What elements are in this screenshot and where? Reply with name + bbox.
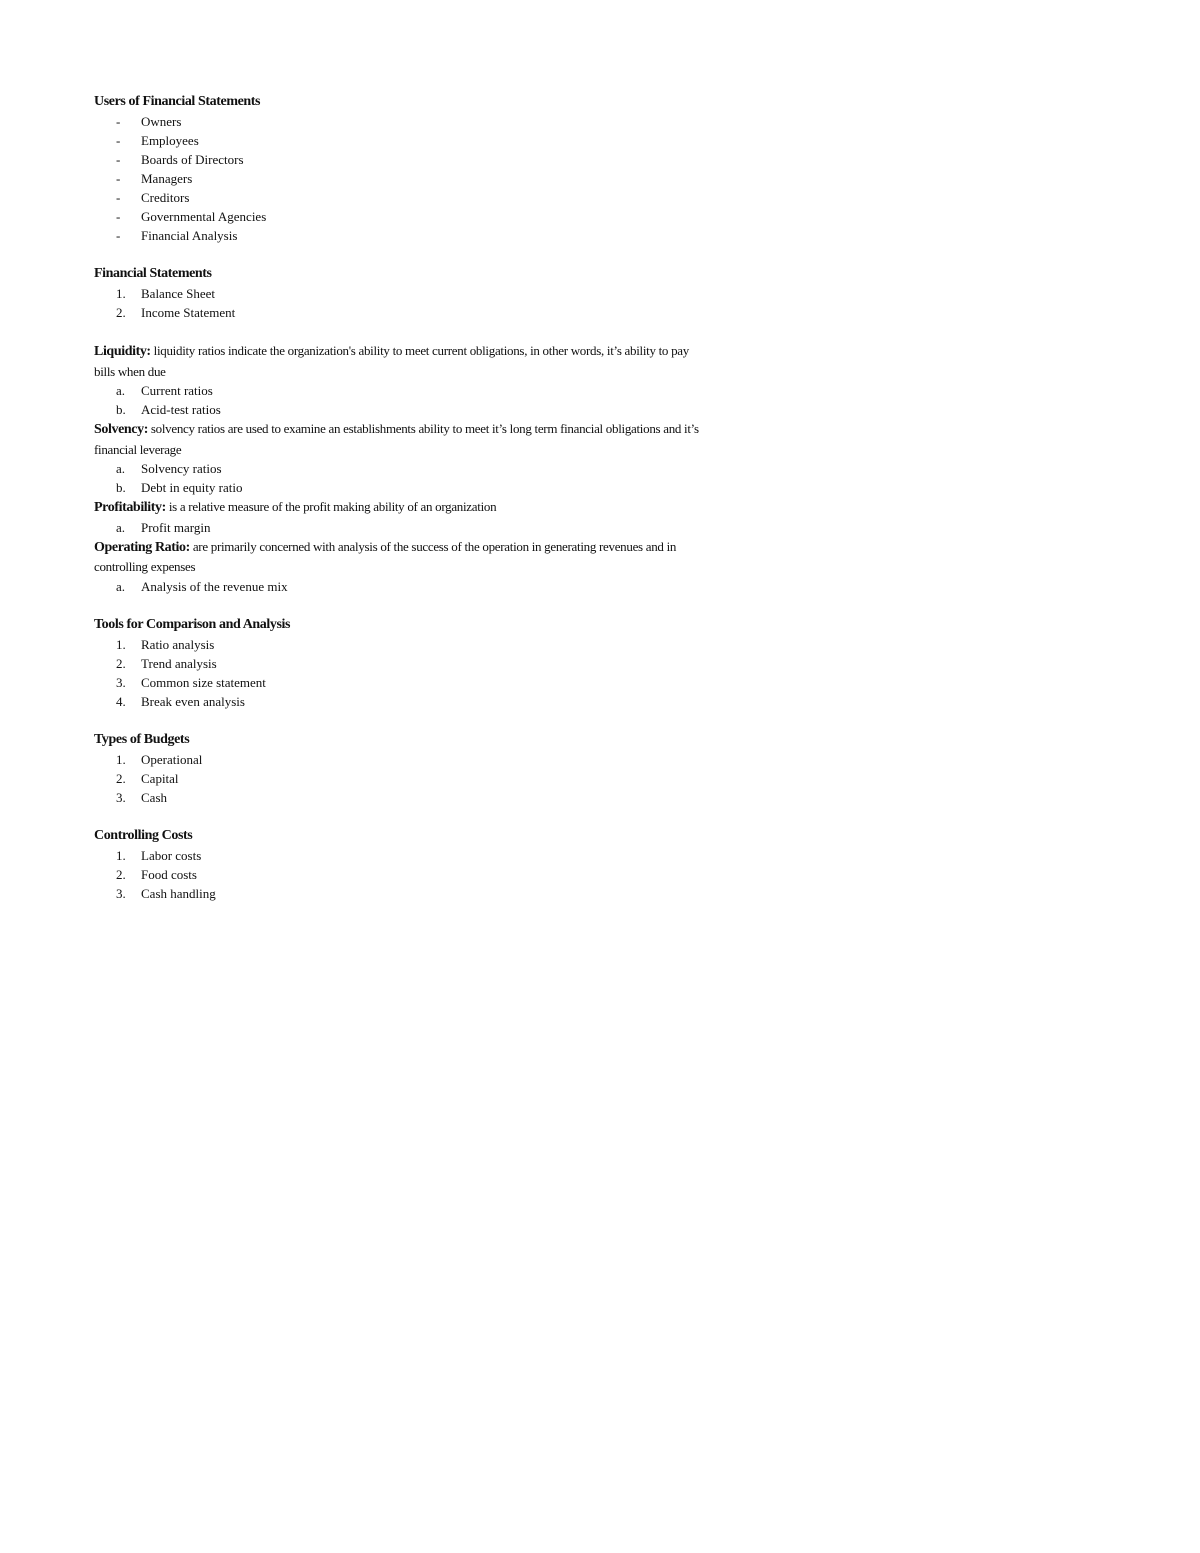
- list-item-text: Ratio analysis: [141, 636, 215, 652]
- solvency-paragraph: [94, 419, 704, 459]
- list-item-text: Owners: [141, 114, 182, 129]
- list-item-text: Capital: [141, 770, 179, 786]
- users-heading: Users of Financial Statements: [94, 94, 261, 109]
- number-marker: 2.: [116, 305, 126, 320]
- spacer: [94, 711, 714, 730]
- list-item: [94, 188, 714, 207]
- list-item-text: Debt in equity ratio: [141, 480, 243, 495]
- operating-paragraph: [94, 537, 704, 577]
- number-marker: 1.: [116, 636, 126, 652]
- number-marker: 1.: [116, 286, 126, 301]
- list-item-text: Managers: [141, 171, 193, 186]
- list-item-text: Employees: [141, 133, 199, 148]
- costs-list: [94, 846, 714, 903]
- letter-marker: b.: [116, 480, 126, 495]
- list-item: [94, 112, 714, 131]
- list-item: [94, 884, 714, 903]
- list-item-text: Profit margin: [141, 519, 211, 535]
- number-marker: 3.: [116, 674, 126, 690]
- bullet-marker: -: [116, 114, 121, 129]
- list-item: [94, 865, 714, 884]
- list-item: [94, 226, 714, 245]
- list-item-text: Financial Analysis: [141, 228, 238, 243]
- list-item: [94, 131, 714, 150]
- list-item: [94, 459, 714, 478]
- spacer: [94, 807, 714, 826]
- list-item-text: Cash handling: [141, 885, 216, 901]
- list-item: [94, 673, 714, 692]
- list-item: [94, 769, 714, 788]
- list-item: [94, 577, 714, 596]
- number-marker: 3.: [116, 885, 126, 901]
- list-item: [94, 750, 714, 769]
- list-item: [94, 284, 714, 303]
- users-list: [94, 112, 714, 245]
- list-item-text: Operational: [141, 751, 203, 767]
- profitability-term: Profitability:: [94, 500, 166, 515]
- operating-list: [94, 577, 714, 596]
- letter-marker: a.: [116, 461, 126, 476]
- list-item: [94, 788, 714, 807]
- list-item-text: Common size statement: [141, 674, 266, 690]
- list-item: [94, 518, 714, 537]
- number-marker: 1.: [116, 847, 126, 863]
- number-marker: 4.: [116, 693, 126, 709]
- list-item-text: Cash: [141, 789, 167, 805]
- list-item-text: Break even analysis: [141, 693, 245, 709]
- operating-term: Operating Ratio:: [94, 539, 190, 555]
- letter-marker: a.: [116, 578, 126, 594]
- bullet-marker: -: [116, 228, 121, 243]
- operating-definition: are primarily concerned with analysis of the success of the operation in generating revenues and in controlling expenses: [94, 538, 677, 574]
- list-item-text: Solvency ratios: [141, 461, 222, 476]
- spacer: [94, 596, 714, 615]
- list-item: [94, 150, 714, 169]
- number-marker: 3.: [116, 789, 126, 805]
- bullet-marker: -: [116, 209, 121, 224]
- letter-marker: a.: [116, 519, 126, 535]
- statements-heading: Financial Statements: [94, 266, 212, 281]
- list-item: [94, 846, 714, 865]
- profitability-paragraph: [94, 497, 704, 518]
- liquidity-list: [94, 381, 714, 419]
- bullet-marker: -: [116, 190, 121, 205]
- tools-heading: Tools for Comparison and Analysis: [94, 616, 291, 632]
- list-item-text: Acid-test ratios: [141, 402, 221, 417]
- liquidity-definition: liquidity ratios indicate the organization's ability to meet current obligations, in other words, it’s ability to pay bills when due: [94, 343, 689, 379]
- list-item: [94, 303, 714, 322]
- list-item: [94, 635, 714, 654]
- list-item: [94, 400, 714, 419]
- list-item-text: Labor costs: [141, 847, 202, 863]
- list-item-text: Boards of Directors: [141, 152, 244, 167]
- number-marker: 2.: [116, 770, 126, 786]
- bullet-marker: -: [116, 133, 121, 148]
- number-marker: 2.: [116, 866, 126, 882]
- letter-marker: b.: [116, 402, 126, 417]
- liquidity-term: Liquidity:: [94, 344, 151, 359]
- list-item-text: Food costs: [141, 866, 197, 882]
- tools-list: [94, 635, 714, 711]
- list-item-text: Income Statement: [141, 305, 236, 320]
- list-item: [94, 381, 714, 400]
- solvency-term: Solvency:: [94, 422, 148, 437]
- spacer: [94, 322, 714, 341]
- costs-heading: Controlling Costs: [94, 827, 193, 843]
- list-item: [94, 478, 714, 497]
- budgets-list: [94, 750, 714, 807]
- list-item: [94, 169, 714, 188]
- list-item-text: Creditors: [141, 190, 190, 205]
- list-item: [94, 692, 714, 711]
- bullet-marker: -: [116, 152, 121, 167]
- solvency-definition: solvency ratios are used to examine an establishments ability to meet it’s long term financial obligations and it’s financial leverage: [94, 421, 699, 457]
- number-marker: 1.: [116, 751, 126, 767]
- document-page: [94, 92, 714, 903]
- list-item-text: Balance Sheet: [141, 286, 215, 301]
- profitability-definition: is a relative measure of the profit making ability of an organization: [165, 499, 497, 514]
- letter-marker: a.: [116, 383, 126, 398]
- list-item-text: Current ratios: [141, 383, 213, 398]
- solvency-list: [94, 459, 714, 497]
- list-item-text: Analysis of the revenue mix: [141, 578, 288, 594]
- number-marker: 2.: [116, 655, 126, 671]
- budgets-heading: Types of Budgets: [94, 731, 190, 747]
- list-item-text: Governmental Agencies: [141, 209, 267, 224]
- bullet-marker: -: [116, 171, 121, 186]
- statements-list: [94, 284, 714, 322]
- spacer: [94, 245, 714, 264]
- list-item-text: Trend analysis: [141, 655, 217, 671]
- list-item: [94, 207, 714, 226]
- liquidity-paragraph: [94, 341, 704, 381]
- list-item: [94, 654, 714, 673]
- profitability-list: [94, 518, 714, 537]
